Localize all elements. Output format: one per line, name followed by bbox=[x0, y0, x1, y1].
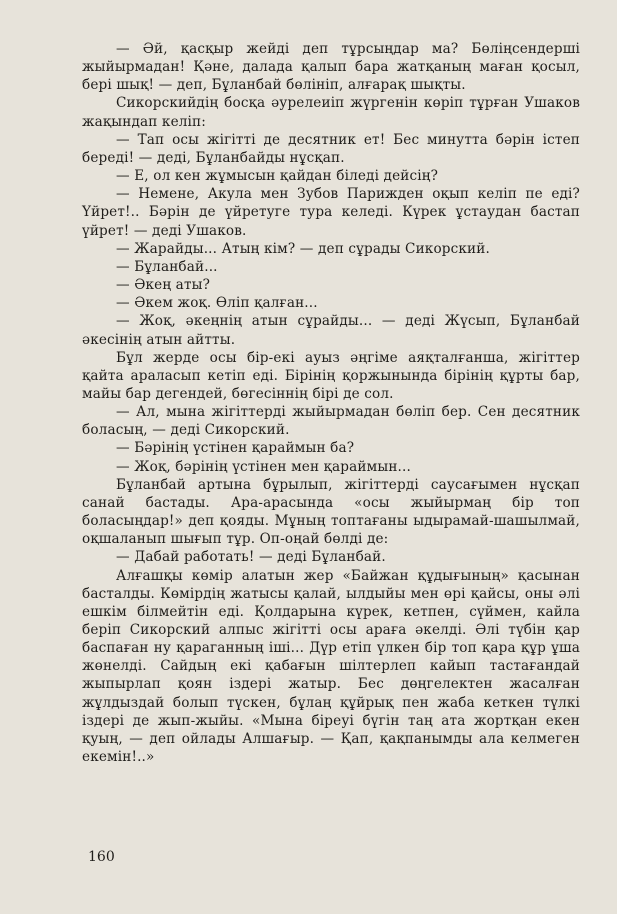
paragraph: — Бұланбай... bbox=[116, 258, 218, 275]
paragraph: — Бәрінің үстінен қараймын ба? bbox=[116, 440, 355, 457]
paragraph: Бұланбай артына бұрылып, жігіттерді саусағымен нұсқап санай бастады. Ара-арасында «осы жыйырмаң бір топ боласыңдар!» деп қояды. Мұның топтағаны ыдырамай-шашылмай, оқшаланып шығып тұр. Оп-оңай бөлді де: bbox=[82, 476, 580, 548]
paragraph: — Жоқ, әкеңнің атын сұрайды... — деді Жүсып, Бұланбай әкесінің атын айтты. bbox=[82, 313, 580, 348]
paragraph: Сикорскийдің босқа әурелеиіп жүргенін көріп тұрған Ушаков жақындап келіп: bbox=[82, 95, 580, 130]
paragraph: — Әкем жоқ. Өліп қалған... bbox=[116, 295, 318, 312]
paragraph: — Е, ол кен жұмысын қайдан біледі дейсің? bbox=[116, 168, 439, 185]
body-text bbox=[82, 40, 580, 766]
page-number: 160 bbox=[88, 849, 115, 865]
paragraph: Алғашқы көмір алатын жер «Байжан құдығының» қасынан басталды. Көмірдің жатысы қалай, ылдыйы мен өрі қайсы, оны әлі ешкім білмейтін еді. Қолдарына күрек, кетпен, сүймен, кайла беріп Сикорский алпыс жігітті осы арағa әкелді. Әлі түбін қар баспаған ну қараганның ішi... Дүр етіп үлкен бір топ қара құр ұша жөнелді. Сайдың екі қабағын шілтерлеп кайып тастағандай жыпырлап қоян іздері жатыр. Бес дөңгелектен жасалған жұлдыздай болып түскен, бұлаң құйрық пен жаба кеткен түлкі іздері де жып-жыйы. «Мына біреуі бүгін таң ата жортқан екен қуың, — деп ойлады Алшағыр. — Қап, қақпанымды ала келмеген екемін!..» bbox=[82, 567, 580, 766]
paragraph: — Әкең аты? bbox=[116, 277, 211, 294]
paragraph: — Әй, қасқыр жейді деп тұрсыңдар ма? Бөліңсендерші жыйырмадан! Қәне, далада қалып бара жатқаның маған қосыл, бері шық! — деп, Бұланбай бөлініп, алғарақ шықты. bbox=[82, 41, 580, 94]
paragraph: — Немене, Акула мен Зубов Парижден оқып келіп пе еді? Үйрет!.. Бәрін де үйретуге тура келеді. Күрек ұстаудан бастап үйрет! — деді Ушаков. bbox=[82, 186, 580, 239]
paragraph: — Дабай работать! — деді Бұланбай. bbox=[116, 549, 386, 566]
paragraph: — Тап осы жігітті де десятник ет! Бес минутта бәрін істеп береді! — деді, Бұланбайды нұсқап. bbox=[82, 131, 580, 166]
paragraph: Бұл жерде осы бір-екі ауыз әңгіме аяқталғанша, жігіттер қайта араласып кетіп еді. Бірінің қоржынында бірінің құрты бар, майы бар дегендей, бөгесіннің бірі де сол. bbox=[82, 349, 580, 402]
paragraph: — Ал, мына жігіттерді жыйырмадан бөліп бер. Сен десятник боласың, — деді Сикорский. bbox=[82, 404, 580, 439]
paragraph: — Жоқ, бәрінің үстінен мен қараймын... bbox=[116, 458, 411, 475]
paragraph: — Жарайды... Атың кім? — деп сұрады Сикорский. bbox=[116, 240, 490, 257]
